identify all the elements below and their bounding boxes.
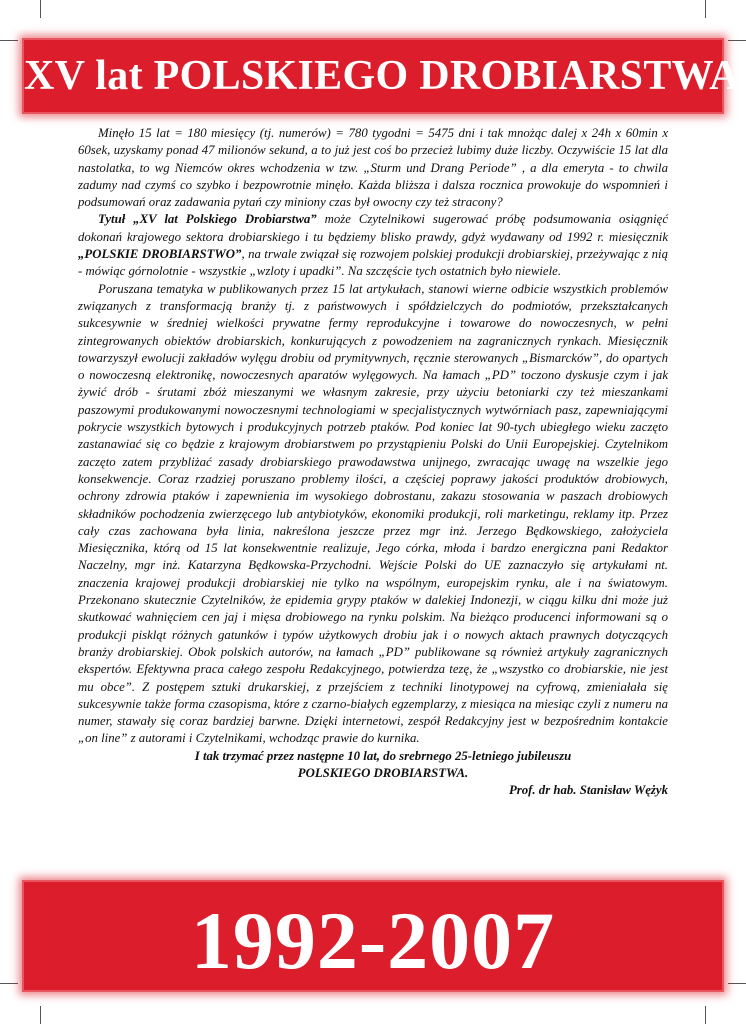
page-title: XV lat POLSKIEGO DROBIARSTWA: [24, 53, 740, 99]
crop-mark: [728, 983, 746, 984]
paragraph-intro: Minęło 15 lat = 180 miesięcy (tj. numerów) = 780 tygodni = 5475 dni i tak mnożąc dalej x 24h x 60min x 60sek, uzyskamy ponad 47 milionów sekund, a to już jest coś bo przecież lubimy duże liczby. Oczywiście 15 lat dla nastolatka, to wg Niemców okres wchodzenia w tzw. „Sturm und Drang Periode” , a dla emeryta - to chwila zadumy nad czymś co szybko i bezpowrotnie minęło. Każda bliższa i dalsza rocznica prowokuje do wspomnień i podsumowań oraz zadawania pytań czy miniony czas był owocny czy też stracony?: [78, 126, 668, 210]
paragraph-history: Poruszana tematyka w publikowanych przez 15 lat artykułach, stanowi wierne odbicie wszystkich problemów związanych z transformacją branży tj. z państwowych i spółdzielczych do podmiotów, przekształcanych sukcesywnie w średniej wielkości prywatne fermy reprodukcyjne i towarowe do nowoczesnych, w pełni zintegrowanych obiektów drobiarskich, konkurujących z powodzeniem na zagranicznych rynkach. Miesięcznik towarzyszył ewolucji zakładów wylęgu drobiu od prymitywnych, ręcznie sterowanych „Bismarcków”, do opartych o nowoczesną elektronikę, nowoczesnych aparatów wylęgowych. Na łamach „PD” toczono dyskusje czym i jak żywić drób - śrutami zbóż mieszanymi we własnym zakresie, przy użyciu betoniarki czy też mieszankami paszowymi produkowanymi nowoczesnymi technologiami w specjalistycznych wytwórniach pasz, zapewniającymi pokrycie wszystkich bytowych i produkcyjnych potrzeb ptaków. Pod koniec lat 90-tych ubiegłego wieku zaczęto zastanawiać się co będzie z krajowym drobiarstwem po przystąpieniu Polski do Unii Europejskiej. Czytelnikom zaczęto zatem przybliżać zasady drobiarskiego prawodawstwa unijnego, zwracając uwagę na wszelkie jego konsekwencje. Coraz rzadziej poruszano problemy ilości, a częściej poprawy jakości produktów drobiowych, ochrony zdrowia ptaków i zapewnienia im wysokiego dobrostanu, zakazu stosowania w paszach drobiowych składników pochodzenia zwierzęcego lub antybiotyków, ekonomiki produkcji, roli marketingu, reklamy itp. Przez cały czas zachowana była linia, nakreślona jeszcze przez mgr inż. Jerzego Będkowskiego, założyciela Miesięcznika, którą od 15 lat konsekwentnie realizuje, Jego córka, młoda i bardzo energiczna pani Redaktor Naczelny, mgr inż. Katarzyna Będkowska-Przychodni. Wejście Polski do UE zaznaczyło się artykułami nt. znaczenia krajowej produkcji drobiarskiej nie tylko na wspólnym, europejskim rynku, ale i na światowym. Przekonano skutecznie Czytelników, że epidemia grypy ptaków w dalekiej Indonezji, w ciągu kilku dni może już skutkować wahnięciem cen jaj i mięsa drobiowego na rynku polskim. Na bieżąco producenci informowani są o produkcji piskląt różnych gatunków i typów użytkowych drobiu jak i o nowych aktach prawnych dotyczących branży drobiarskiej. Obok polskich autorów, na łamach „PD” publikowane są również artykuły zagranicznych ekspertów. Efektywna praca całego zespołu Redakcyjnego, potwierdza tezę, że „wszystko co drobiarskie, nie jest mu obce”. Z postępem sztuki drukarskiej, z przejściem z techniki linotypowej na cyfrową, zmieniałała się sukcesywnie także forma czasopisma, które z czarno-białych egzemplarzy, z miesiąca na miesiąc czyli z numeru na numer, stawały się coraz bardziej barwne. Dzięki internetowi, zespół Redakcyjny jest w bezpośrednim kontakcie „on line” z autorami i Czytelnikami, wchodząc prawie do kurnika.: [78, 281, 668, 746]
years-range: 1992-2007: [190, 895, 556, 986]
footer-banner: [24, 882, 722, 990]
header-banner: [24, 40, 740, 112]
paragraph-title-explanation: [78, 211, 668, 280]
bold-magazine-name: „POLSKIE DROBIARSTWO”: [78, 247, 242, 262]
article-body: [78, 125, 668, 800]
author-signature: Prof. dr hab. Stanisław Wężyk: [508, 783, 668, 798]
crop-mark: [40, 1006, 41, 1024]
paragraph-text: może Czytelnikowi sugerować próbę podsumowania osiągnięć dokonań krajowego sektora drobiarskiego i tu będziemy blisko prawdy, gdyż wydawany od 1992 r. miesięcznik: [78, 212, 668, 244]
crop-mark: [0, 40, 18, 41]
crop-mark: [705, 0, 706, 18]
bold-title-reference: Tytuł „XV lat Polskiego Drobiarstwa”: [98, 212, 317, 227]
crop-mark: [728, 40, 746, 41]
closing-line: I tak trzymać przez następne 10 lat, do srebrnego 25-letniego jubileuszu: [194, 748, 572, 763]
paragraph-text: , na trwale związał się rozwojem polskiej produkcji drobiarskiej, przeżywając z nią - mówiąc górnolotnie - wszystkie „wzloty i upadki”. Na szczęście tych ostatnich było niewiele.: [78, 247, 669, 279]
crop-mark: [40, 0, 41, 18]
closing-line: POLSKIEGO DROBIARSTWA.: [297, 765, 469, 780]
crop-mark: [0, 983, 18, 984]
crop-mark: [705, 1006, 706, 1024]
